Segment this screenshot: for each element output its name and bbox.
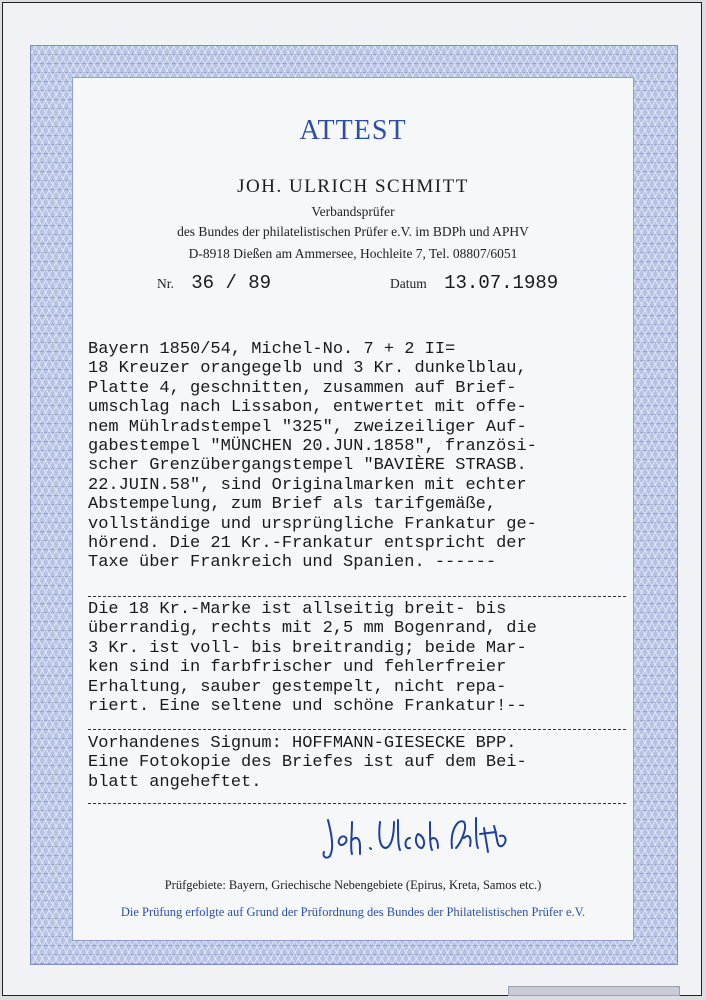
examiner-signature <box>318 808 518 864</box>
divider-rule <box>88 803 626 804</box>
datum-label: Datum <box>390 276 427 291</box>
text-line: gabestempel "MÜNCHEN 20.JUN.1858", französi- <box>88 437 537 457</box>
examination-fields: Prüfgebiete: Bayern, Griechische Nebengebiete (Epirus, Kreta, Samos etc.) <box>164 878 542 892</box>
certificate-title: ATTEST <box>299 115 407 146</box>
text-line: ken sind in farbfrischer und fehlerfreier <box>88 658 507 678</box>
text-line: überrandig, rechts mit 2,5 mm Bogenrand, die <box>88 619 537 639</box>
certificate-number <box>157 272 271 294</box>
text-line: Platte 4, geschnitten, zusammen auf Brief- <box>88 378 517 398</box>
text-line: Taxe über Frankreich und Spanien. ------ <box>88 553 497 573</box>
examiner-name: JOH. ULRICH SCHMITT <box>237 176 469 197</box>
text-line: riert. Eine seltene und schöne Frankatur!-- <box>88 697 527 717</box>
certificate-date <box>390 272 558 294</box>
text-line: 3 Kr. ist voll- bis breitrandig; beide Mar- <box>88 638 527 658</box>
condition-paragraph <box>88 600 628 716</box>
text-line: Eine Fotokopie des Briefes ist auf dem Bei- <box>88 753 527 773</box>
examiner-address: D-8918 Dießen am Ammersee, Hochleite 7, Tel. 08807/6051 <box>188 246 518 261</box>
text-line: scher Grenzübergangstempel "BAVIÈRE STRASB. <box>88 456 527 476</box>
text-line: 22.JUIN.58", sind Originalmarken mit echter <box>88 475 527 495</box>
text-line: vollständige und ursprüngliche Frankatur ge- <box>88 514 537 534</box>
text-line: nem Mühlradstempel "325", zweizeiliger Auf- <box>88 417 527 437</box>
examination-rules: Die Prüfung erfolgte auf Grund der Prüfordnung des Bundes der Philatelistischen Prüfer e.V. <box>120 905 586 919</box>
divider-rule <box>88 729 626 730</box>
datum-value: 13.07.1989 <box>444 272 559 294</box>
signum-paragraph <box>88 734 628 792</box>
text-line: Die 18 Kr.-Marke ist allseitig breit- bis <box>88 600 507 619</box>
text-line: blatt angeheftet. <box>88 772 262 792</box>
examiner-role: Verbandsprüfer <box>311 204 395 219</box>
text-line: Erhaltung, sauber gestempelt, nicht repa- <box>88 677 507 697</box>
text-line: Vorhandenes Signum: HOFFMANN-GIESECKE BPP. <box>88 734 517 753</box>
text-line: 18 Kreuzer orangegelb und 3 Kr. dunkelblau, <box>88 359 527 379</box>
nr-value: 36 / 89 <box>191 272 272 294</box>
nr-label: Nr. <box>157 276 174 291</box>
printer-imprint <box>508 986 680 996</box>
divider-rule <box>88 596 626 597</box>
text-line: Bayern 1850/54, Michel-No. 7 + 2 II= <box>88 340 456 359</box>
text-line: Abstempelung, zum Brief als tarifgemäße, <box>88 495 497 515</box>
text-line: hörend. Die 21 Kr.-Frankatur entspricht der <box>88 534 527 554</box>
description-paragraph <box>88 340 628 573</box>
examiner-organization: des Bundes der philatelistischen Prüfer e.V. im BDPh und APHV <box>177 224 529 239</box>
text-line: umschlag nach Lissabon, entwertet mit offe- <box>88 398 527 418</box>
